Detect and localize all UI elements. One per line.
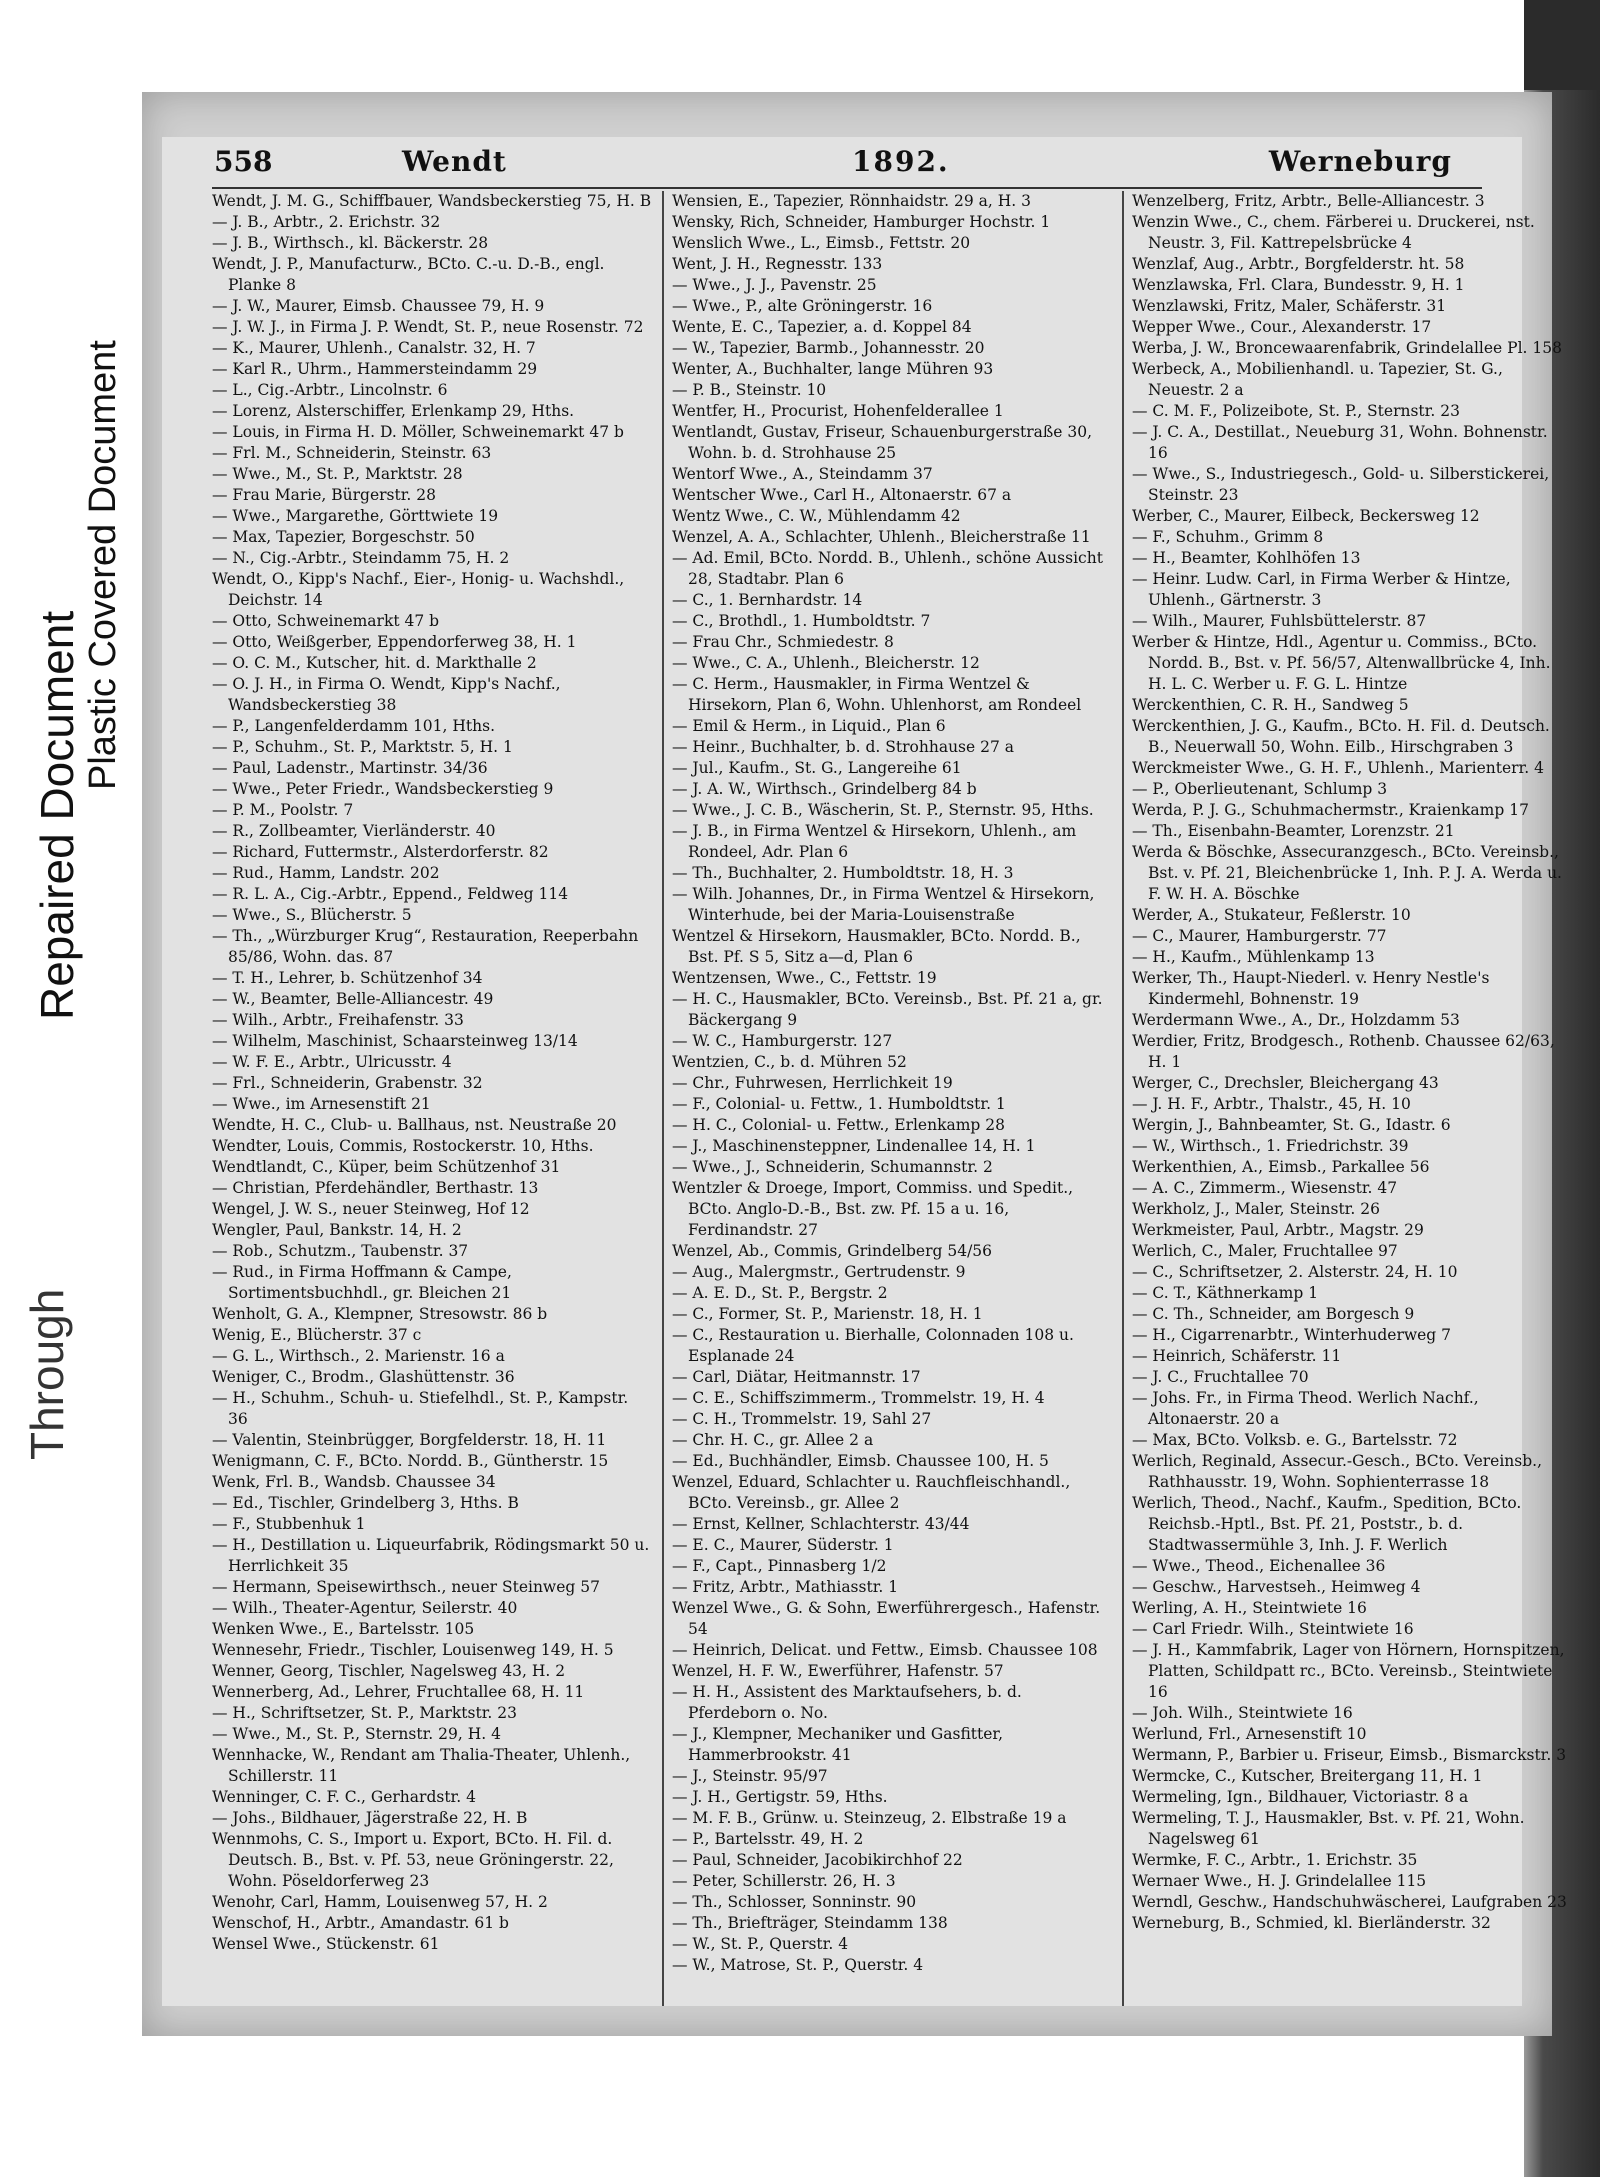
directory-entry: Werber, C., Maurer, Eilbeck, Beckersweg 12 — [1132, 507, 1480, 525]
directory-entry: — H., Destillation u. Liqueurfabrik, Rödingsmarkt 50 u. Herrlichkeit 35 — [212, 1536, 650, 1575]
directory-entry: — O. C. M., Kutscher, hit. d. Markthalle 2 — [212, 654, 537, 672]
directory-entry: Wendte, H. C., Club- u. Ballhaus, nst. Neustraße 20 — [212, 1116, 617, 1134]
directory-entry: Wermke, F. C., Arbtr., 1. Erichstr. 35 — [1132, 1851, 1418, 1869]
directory-entry: Wensel Wwe., Stückenstr. 61 — [212, 1935, 440, 1953]
document-page — [142, 92, 1567, 2036]
directory-entry: — Wwe., M., St. P., Sternstr. 29, H. 4 — [212, 1725, 501, 1743]
directory-entry: — H., Cigarrenarbtr., Winterhuderweg 7 — [1132, 1326, 1451, 1344]
directory-entry: — E. C., Maurer, Süderstr. 1 — [672, 1536, 894, 1554]
directory-entry: — Carl Friedr. Wilh., Steintwiete 16 — [1132, 1620, 1414, 1638]
directory-entry: — C., Schriftsetzer, 2. Alsterstr. 24, H. 10 — [1132, 1263, 1458, 1281]
directory-entry: — P. B., Steinstr. 10 — [672, 381, 827, 399]
directory-entry: — G. L., Wirthsch., 2. Marienstr. 16 a — [212, 1347, 505, 1365]
directory-entry: Werlich, Theod., Nachf., Kaufm., Spedition, BCto. Reichsb.-Hptl., Bst. Pf. 21, Poststr., b. d. Stadtwassermühle 3, Inh. J. F. Werlich — [1132, 1494, 1522, 1554]
directory-entry: — M. F. B., Grünw. u. Steinzeug, 2. Elbstraße 19 a — [672, 1809, 1067, 1827]
directory-entry: — Emil & Herm., in Liquid., Plan 6 — [672, 717, 946, 735]
directory-entry: — Joh. Wilh., Steintwiete 16 — [1132, 1704, 1353, 1722]
directory-entry: Wendt, O., Kipp's Nachf., Eier-, Honig- u. Wachshdl., Deichstr. 14 — [212, 570, 625, 609]
directory-entry: — Heinr. Ludw. Carl, in Firma Werber & Hintze, Uhlenh., Gärtnerstr. 3 — [1132, 570, 1511, 609]
directory-entry: Werckmeister Wwe., G. H. F., Uhlenh., Marienterr. 4 — [1132, 759, 1544, 777]
directory-entry: — Heinrich, Delicat. und Fettw., Eimsb. Chaussee 108 — [672, 1641, 1098, 1659]
directory-entry: — K., Maurer, Uhlenh., Canalstr. 32, H. 7 — [212, 339, 536, 357]
directory-entry: — Max, BCto. Volksb. e. G., Bartelsstr. 72 — [1132, 1431, 1458, 1449]
directory-entry: Werger, C., Drechsler, Bleichergang 43 — [1132, 1074, 1439, 1092]
directory-entry: Werker, Th., Haupt-Niederl. v. Henry Nestle's Kindermehl, Bohnenstr. 19 — [1132, 969, 1490, 1008]
directory-entry: — J. H. F., Arbtr., Thalstr., 45, H. 10 — [1132, 1095, 1411, 1113]
directory-entry: — H., Beamter, Kohlhöfen 13 — [1132, 549, 1361, 567]
directory-entry: — J. H., Gertigstr. 59, Hths. — [672, 1788, 888, 1806]
directory-entry: — P. M., Poolstr. 7 — [212, 801, 354, 819]
directory-entry: — C. Herm., Hausmakler, in Firma Wentzel & Hirsekorn, Plan 6, Wohn. Uhlenhorst, am Rondeel — [672, 675, 1082, 714]
directory-entry: — Wwe., S., Industriegesch., Gold- u. Silberstickerei, Steinstr. 23 — [1132, 465, 1550, 504]
directory-entry: — P., Schuhm., St. P., Marktstr. 5, H. 1 — [212, 738, 513, 756]
directory-entry: Wenzelberg, Fritz, Arbtr., Belle-Alliancestr. 3 — [1132, 192, 1485, 210]
directory-entry: Wermeling, T. J., Hausmakler, Bst. v. Pf. 21, Wohn. Nagelsweg 61 — [1132, 1809, 1525, 1848]
directory-entry: — W., Wirthsch., 1. Friedrichstr. 39 — [1132, 1137, 1409, 1155]
directory-entry: Werckenthien, C. R. H., Sandweg 5 — [1132, 696, 1409, 714]
directory-entry: Wenninger, C. F. C., Gerhardstr. 4 — [212, 1788, 476, 1806]
directory-entry: — Wwe., J. C. B., Wäscherin, St. P., Sternstr. 95, Hths. — [672, 801, 1094, 819]
directory-entry: Wentzien, C., b. d. Mühren 52 — [672, 1053, 907, 1071]
directory-entry: — T. H., Lehrer, b. Schützenhof 34 — [212, 969, 483, 987]
page-content — [162, 137, 1567, 2006]
directory-entry: Wentz Wwe., C. W., Mühlendamm 42 — [672, 507, 961, 525]
directory-entry: Wergin, J., Bahnbeamter, St. G., Idastr. 6 — [1132, 1116, 1451, 1134]
directory-entry: — C., Brothdl., 1. Humboldtstr. 7 — [672, 612, 931, 630]
directory-entry: — C. T., Käthnerkamp 1 — [1132, 1284, 1319, 1302]
directory-entry: — Wwe., im Arnesenstift 21 — [212, 1095, 431, 1113]
directory-entry: — H., Schuhm., Schuh- u. Stiefelhdl., St. P., Kampstr. 36 — [212, 1389, 629, 1428]
directory-entry: Wendt, J. P., Manufacturw., BCto. C.-u. D.-B., engl. Planke 8 — [212, 255, 605, 294]
directory-entry: — Lorenz, Alsterschiffer, Erlenkamp 29, Hths. — [212, 402, 575, 420]
header-rule — [212, 187, 1482, 189]
directory-entry: — J. B., in Firma Wentzel & Hirsekorn, Uhlenh., am Rondeel, Adr. Plan 6 — [672, 822, 1077, 861]
directory-entry: — Heinr., Buchhalter, b. d. Strohhause 27 a — [672, 738, 1014, 756]
directory-entry: — Karl R., Uhrm., Hammersteindamm 29 — [212, 360, 538, 378]
directory-entry: — C. Th., Schneider, am Borgesch 9 — [1132, 1305, 1415, 1323]
directory-entry: — Max, Tapezier, Borgeschstr. 50 — [212, 528, 475, 546]
directory-entry: Werder, A., Stukateur, Feßlerstr. 10 — [1132, 906, 1411, 924]
header-left-word: Wendt — [402, 145, 507, 178]
directory-entry: — A. C., Zimmerm., Wiesenstr. 47 — [1132, 1179, 1398, 1197]
directory-entry: Wermann, P., Barbier u. Friseur, Eimsb., Bismarckstr. 3 — [1132, 1746, 1567, 1764]
directory-entry: Wernaer Wwe., H. J. Grindelallee 115 — [1132, 1872, 1427, 1890]
directory-entry: — Rud., in Firma Hoffmann & Campe, Sortimentsbuchhdl., gr. Bleichen 21 — [212, 1263, 512, 1302]
directory-entry: — Wilh., Theater-Agentur, Seilerstr. 40 — [212, 1599, 518, 1617]
directory-entry: — P., Oberlieutenant, Schlump 3 — [1132, 780, 1388, 798]
directory-entry: — Ad. Emil, BCto. Nordd. B., Uhlenh., schöne Aussicht 28, Stadtabr. Plan 6 — [672, 549, 1103, 588]
directory-entry: Wensien, E., Tapezier, Rönnhaidstr. 29 a, H. 3 — [672, 192, 1031, 210]
directory-entry: — C., Former, St. P., Marienstr. 18, H. 1 — [672, 1305, 983, 1323]
directory-entry: — Th., Eisenbahn-Beamter, Lorenzstr. 21 — [1132, 822, 1455, 840]
directory-entry: — Frl. M., Schneiderin, Steinstr. 63 — [212, 444, 492, 462]
directory-entry: Wentfer, H., Procurist, Hohenfelderallee 1 — [672, 402, 1004, 420]
directory-entry: Wennmohs, C. S., Import u. Export, BCto. H. Fil. d. Deutsch. B., Bst. v. Pf. 53, neue Gröningerstr. 22, Wohn. Pöseldorferweg 23 — [212, 1830, 614, 1890]
directory-entry: — Paul, Schneider, Jacobikirchhof 22 — [672, 1851, 963, 1869]
directory-entry: — Ed., Tischler, Grindelberg 3, Hths. B — [212, 1494, 519, 1512]
directory-entry: Werlich, C., Maler, Fruchtallee 97 — [1132, 1242, 1398, 1260]
directory-entry: — F., Stubbenhuk 1 — [212, 1515, 366, 1533]
directory-entry: — F., Colonial- u. Fettw., 1. Humboldtstr. 1 — [672, 1095, 1006, 1113]
directory-entry: — Richard, Futtermstr., Alsterdorferstr. 82 — [212, 843, 549, 861]
directory-entry: Werndl, Geschw., Handschuhwäscherei, Laufgraben 23 — [1132, 1893, 1567, 1911]
directory-entry: Wenigmann, C. F., BCto. Nordd. B., Güntherstr. 15 — [212, 1452, 609, 1470]
directory-entry: Wenzel Wwe., G. & Sohn, Ewerführergesch., Hafenstr. 54 — [672, 1599, 1101, 1638]
directory-entry: — J. C. A., Destillat., Neueburg 31, Wohn. Bohnenstr. 16 — [1132, 423, 1548, 462]
directory-entry: — W. C., Hamburgerstr. 127 — [672, 1032, 893, 1050]
directory-entry: — J. W. J., in Firma J. P. Wendt, St. P., neue Rosenstr. 72 — [212, 318, 644, 336]
directory-entry: Wentorf Wwe., A., Steindamm 37 — [672, 465, 933, 483]
directory-entry: — Chr., Fuhrwesen, Herrlichkeit 19 — [672, 1074, 953, 1092]
directory-entry: — Johs., Bildhauer, Jägerstraße 22, H. B — [212, 1809, 528, 1827]
directory-entry: Wenzel, H. F. W., Ewerführer, Hafenstr. 57 — [672, 1662, 1004, 1680]
directory-entry: Wenter, A., Buchhalter, lange Mühren 93 — [672, 360, 994, 378]
directory-entry: — P., Langenfelderdamm 101, Hths. — [212, 717, 495, 735]
directory-entry: — J., Klempner, Mechaniker und Gasfitter, Hammerbrookstr. 41 — [672, 1725, 1004, 1764]
directory-entry: — Christian, Pferdehändler, Berthastr. 13 — [212, 1179, 539, 1197]
directory-entry: Werdier, Fritz, Brodgesch., Rothenb. Chaussee 62/63, H. 1 — [1132, 1032, 1555, 1071]
directory-entry: Werkholz, J., Maler, Steinstr. 26 — [1132, 1200, 1380, 1218]
directory-entry: Wentzel & Hirsekorn, Hausmakler, BCto. Nordd. B., Bst. Pf. S 5, Sitz a—d, Plan 6 — [672, 927, 1081, 966]
directory-entry: — R. L. A., Cig.-Arbtr., Eppend., Feldweg 114 — [212, 885, 569, 903]
directory-entry: — H. H., Assistent des Marktaufsehers, b. d. Pferdeborn o. No. — [672, 1683, 1022, 1722]
directory-entry: — C. H., Trommelstr. 19, Sahl 27 — [672, 1410, 932, 1428]
directory-entry: Werba, J. W., Broncewaarenfabrik, Grindelallee Pl. 158 — [1132, 339, 1562, 357]
directory-entry: — W., St. P., Querstr. 4 — [672, 1935, 849, 1953]
directory-entry: — H., Kaufm., Mühlenkamp 13 — [1132, 948, 1375, 966]
directory-entry: — Wilhelm, Maschinist, Schaarsteinweg 13/14 — [212, 1032, 578, 1050]
column-2 — [672, 191, 1112, 2006]
directory-entry: Werlich, Reginald, Assecur.-Gesch., BCto. Vereinsb., Rathhausstr. 19, Wohn. Sophienterrasse 18 — [1132, 1452, 1543, 1491]
directory-entry: Werbeck, A., Mobilienhandl. u. Tapezier, St. G., Neuestr. 2 a — [1132, 360, 1503, 399]
directory-entry: Wennesehr, Friedr., Tischler, Louisenweg 149, H. 5 — [212, 1641, 614, 1659]
directory-entry: — F., Capt., Pinnasberg 1/2 — [672, 1557, 887, 1575]
directory-entry: — Otto, Weißgerber, Eppendorferweg 38, H. 1 — [212, 633, 577, 651]
directory-entry: — J. A. W., Wirthsch., Grindelberg 84 b — [672, 780, 977, 798]
directory-entry: Werdermann Wwe., A., Dr., Holzdamm 53 — [1132, 1011, 1460, 1029]
directory-entry: — W., Matrose, St. P., Querstr. 4 — [672, 1956, 924, 1974]
directory-entry: Wenner, Georg, Tischler, Nagelsweg 43, H. 2 — [212, 1662, 566, 1680]
directory-entry: Wengler, Paul, Bankstr. 14, H. 2 — [212, 1221, 462, 1239]
directory-entry: — H. C., Hausmakler, BCto. Vereinsb., Bst. Pf. 21 a, gr. Bäckergang 9 — [672, 990, 1103, 1029]
directory-entry: Wepper Wwe., Cour., Alexanderstr. 17 — [1132, 318, 1432, 336]
header-right-word: Werneburg — [1268, 145, 1452, 178]
directory-entry: Weniger, C., Brodm., Glashüttenstr. 36 — [212, 1368, 515, 1386]
directory-entry: — Ernst, Kellner, Schlachterstr. 43/44 — [672, 1515, 970, 1533]
directory-entry: Wermcke, C., Kutscher, Breitergang 11, H. 1 — [1132, 1767, 1483, 1785]
scan-side-strip — [0, 0, 128, 2177]
directory-entry: — Wwe., P., alte Gröningerstr. 16 — [672, 297, 933, 315]
directory-entry: — Wwe., S., Blücherstr. 5 — [212, 906, 412, 924]
directory-entry: — Geschw., Harvestseh., Heimweg 4 — [1132, 1578, 1421, 1596]
column-divider — [1122, 191, 1124, 2006]
directory-entry: — C. M. F., Polizeibote, St. P., Sternstr. 23 — [1132, 402, 1460, 420]
directory-entry: Wendter, Louis, Commis, Rostockerstr. 10, Hths. — [212, 1137, 594, 1155]
through-label: Through — [21, 1288, 73, 1460]
directory-entry: Wentzensen, Wwe., C., Fettstr. 19 — [672, 969, 937, 987]
directory-entry: — Wwe., C. A., Uhlenh., Bleicherstr. 12 — [672, 654, 980, 672]
directory-entry: — Fritz, Arbtr., Mathiasstr. 1 — [672, 1578, 899, 1596]
directory-entry: — Aug., Malergmstr., Gertrudenstr. 9 — [672, 1263, 966, 1281]
directory-entry: Wenschof, H., Arbtr., Amandastr. 61 b — [212, 1914, 509, 1932]
directory-entry: — J. H., Kammfabrik, Lager von Hörnern, Hornspitzen, Platten, Schildpatt rc., BCto. Vereinsb., Steintwiete 16 — [1132, 1641, 1565, 1701]
directory-entry: Wendt, J. M. G., Schiffbauer, Wandsbeckerstieg 75, H. B — [212, 192, 652, 210]
directory-entry: Werlund, Frl., Arnesenstift 10 — [1132, 1725, 1367, 1743]
directory-entry: — Wwe., Theod., Eichenallee 36 — [1132, 1557, 1386, 1575]
column-divider — [662, 191, 664, 2006]
directory-entry: — J., Maschinensteppner, Lindenallee 14, H. 1 — [672, 1137, 1036, 1155]
directory-entry: — C., Restauration u. Bierhalle, Colonnaden 108 u. Esplanade 24 — [672, 1326, 1074, 1365]
directory-entry: — C. E., Schiffszimmerm., Trommelstr. 19, H. 4 — [672, 1389, 1045, 1407]
directory-entry: — H., Schriftsetzer, St. P., Marktstr. 23 — [212, 1704, 517, 1722]
directory-entry: Wenzlaf, Aug., Arbtr., Borgfelderstr. ht. 58 — [1132, 255, 1465, 273]
directory-entry: Wenzlawski, Fritz, Maler, Schäferstr. 31 — [1132, 297, 1447, 315]
directory-entry: Wentscher Wwe., Carl H., Altonaerstr. 67 a — [672, 486, 1012, 504]
directory-entry: — Rud., Hamm, Landstr. 202 — [212, 864, 440, 882]
directory-entry: Wennerberg, Ad., Lehrer, Fruchtallee 68, H. 11 — [212, 1683, 585, 1701]
directory-entry: — Frau Marie, Bürgerstr. 28 — [212, 486, 437, 504]
directory-entry: — R., Zollbeamter, Vierländerstr. 40 — [212, 822, 496, 840]
plastic-covered-document-label: Plastic Covered Document — [82, 340, 124, 790]
directory-entry: Werda & Böschke, Assecuranzgesch., BCto. Vereinsb., Bst. v. Pf. 21, Bleichenbrücke 1, Inh. P. J. A. Werda u. F. W. H. A. Böschke — [1132, 843, 1562, 903]
directory-entry: — Rob., Schutzm., Taubenstr. 37 — [212, 1242, 469, 1260]
directory-entry: — W., Tapezier, Barmb., Johannesstr. 20 — [672, 339, 985, 357]
directory-entry: Werda, P. J. G., Schuhmachermstr., Kraienkamp 17 — [1132, 801, 1529, 819]
directory-entry: — Frau Chr., Schmiedestr. 8 — [672, 633, 894, 651]
directory-entry: Werkmeister, Paul, Arbtr., Magstr. 29 — [1132, 1221, 1424, 1239]
directory-entry: — Wwe., Peter Friedr., Wandsbeckerstieg 9 — [212, 780, 554, 798]
column-3 — [1132, 191, 1572, 2006]
directory-entry: — J. B., Wirthsch., kl. Bäckerstr. 28 — [212, 234, 489, 252]
directory-entry: — Wwe., J., Schneiderin, Schumannstr. 2 — [672, 1158, 993, 1176]
directory-entry: Went, J. H., Regnesstr. 133 — [672, 255, 883, 273]
directory-entry: Wenzel, Ab., Commis, Grindelberg 54/56 — [672, 1242, 993, 1260]
directory-entry: — W., Beamter, Belle-Alliancestr. 49 — [212, 990, 494, 1008]
directory-entry: — Wwe., J. J., Pavenstr. 25 — [672, 276, 877, 294]
directory-entry: — Paul, Ladenstr., Martinstr. 34/36 — [212, 759, 488, 777]
directory-entry: Wentzler & Droege, Import, Commiss. und Spedit., BCto. Anglo-D.-B., Bst. zw. Pf. 15 a u. 16, Ferdinandstr. 27 — [672, 1179, 1074, 1239]
repaired-document-label: Repaired Document — [31, 610, 83, 1020]
directory-entry: Werneburg, B., Schmied, kl. Bierländerstr. 32 — [1132, 1914, 1491, 1932]
directory-entry: Wenzlawska, Frl. Clara, Bundesstr. 9, H. 1 — [1132, 276, 1465, 294]
page-header — [162, 145, 1522, 191]
directory-entry: Wenslich Wwe., L., Eimsb., Fettstr. 20 — [672, 234, 971, 252]
directory-entry: Wenzel, A. A., Schlachter, Uhlenh., Bleicherstraße 11 — [672, 528, 1091, 546]
directory-entry: Wenholt, G. A., Klempner, Stresowstr. 86 b — [212, 1305, 548, 1323]
directory-entry: — Hermann, Speisewirthsch., neuer Steinweg 57 — [212, 1578, 600, 1596]
header-year: 1892. — [852, 145, 950, 178]
directory-entry: — A. E. D., St. P., Bergstr. 2 — [672, 1284, 888, 1302]
directory-entry: — Th., Schlosser, Sonninstr. 90 — [672, 1893, 917, 1911]
page-number: 558 — [214, 145, 273, 178]
directory-entry: — Wwe., Margarethe, Görttwiete 19 — [212, 507, 499, 525]
directory-entry: Wenken Wwe., E., Bartelsstr. 105 — [212, 1620, 475, 1638]
directory-entry: Wennhacke, W., Rendant am Thalia-Theater, Uhlenh., Schillerstr. 11 — [212, 1746, 631, 1785]
directory-columns — [212, 191, 1567, 2006]
directory-entry: — Carl, Diätar, Heitmannstr. 17 — [672, 1368, 921, 1386]
directory-entry: Werkenthien, A., Eimsb., Parkallee 56 — [1132, 1158, 1430, 1176]
directory-entry: Werckenthien, J. G., Kaufm., BCto. H. Fil. d. Deutsch. B., Neuerwall 50, Wohn. Eilb., Hirschgraben 3 — [1132, 717, 1550, 756]
directory-entry: — C., 1. Bernhardstr. 14 — [672, 591, 863, 609]
directory-entry: Werber & Hintze, Hdl., Agentur u. Commiss., BCto. Nordd. B., Bst. v. Pf. 56/57, Altenwallbrücke 4, Inh. H. L. C. Werber u. F. G. L. Hintze — [1132, 633, 1551, 693]
directory-entry: — Ed., Buchhändler, Eimsb. Chaussee 100, H. 5 — [672, 1452, 1049, 1470]
directory-entry: — C., Maurer, Hamburgerstr. 77 — [1132, 927, 1387, 945]
directory-entry: — Heinrich, Schäferstr. 11 — [1132, 1347, 1342, 1365]
directory-entry: — Chr. H. C., gr. Allee 2 a — [672, 1431, 874, 1449]
directory-entry: — Jul., Kaufm., St. G., Langereihe 61 — [672, 759, 962, 777]
directory-entry: — Th., „Würzburger Krug“, Restauration, Reeperbahn 85/86, Wohn. das. 87 — [212, 927, 639, 966]
directory-entry: — J. C., Fruchtallee 70 — [1132, 1368, 1309, 1386]
directory-entry: — O. J. H., in Firma O. Wendt, Kipp's Nachf., Wandsbeckerstieg 38 — [212, 675, 561, 714]
directory-entry: — W. F. E., Arbtr., Ulricusstr. 4 — [212, 1053, 452, 1071]
directory-entry: — H. C., Colonial- u. Fettw., Erlenkamp 28 — [672, 1116, 1005, 1134]
directory-entry: Wenig, E., Blücherstr. 37 c — [212, 1326, 422, 1344]
directory-entry: — J. B., Arbtr., 2. Erichstr. 32 — [212, 213, 441, 231]
directory-entry: Wensky, Rich, Schneider, Hamburger Hochstr. 1 — [672, 213, 1051, 231]
directory-entry: — L., Cig.-Arbtr., Lincolnstr. 6 — [212, 381, 448, 399]
directory-entry: — Peter, Schillerstr. 26, H. 3 — [672, 1872, 896, 1890]
directory-entry: — Wilh. Johannes, Dr., in Firma Wentzel & Hirsekorn, Winterhude, bei der Maria-Louisenstraße — [672, 885, 1095, 924]
directory-entry: Wenzin Wwe., C., chem. Färberei u. Druckerei, nst. Neustr. 3, Fil. Kattrepelsbrücke 4 — [1132, 213, 1535, 252]
directory-entry: — J. W., Maurer, Eimsb. Chaussee 79, H. 9 — [212, 297, 545, 315]
directory-entry: — P., Bartelsstr. 49, H. 2 — [672, 1830, 864, 1848]
column-1 — [212, 191, 652, 2006]
directory-entry: — Wilh., Arbtr., Freihafenstr. 33 — [212, 1011, 464, 1029]
scan-right-edge-top — [1524, 0, 1600, 90]
directory-entry: — Wilh., Maurer, Fuhlsbüttelerstr. 87 — [1132, 612, 1427, 630]
directory-entry: — Johs. Fr., in Firma Theod. Werlich Nachf., Altonaerstr. 20 a — [1132, 1389, 1479, 1428]
directory-entry: — Frl., Schneiderin, Grabenstr. 32 — [212, 1074, 483, 1092]
directory-entry: Werling, A. H., Steintwiete 16 — [1132, 1599, 1367, 1617]
directory-entry: Wenk, Frl. B., Wandsb. Chaussee 34 — [212, 1473, 496, 1491]
directory-entry: Wendtlandt, C., Küper, beim Schützenhof 31 — [212, 1158, 561, 1176]
directory-entry: — Louis, in Firma H. D. Möller, Schweinemarkt 47 b — [212, 423, 624, 441]
directory-entry: Wentlandt, Gustav, Friseur, Schauenburgerstraße 30, Wohn. b. d. Strohhause 25 — [672, 423, 1093, 462]
directory-entry: Wenohr, Carl, Hamm, Louisenweg 57, H. 2 — [212, 1893, 548, 1911]
directory-entry: — Otto, Schweinemarkt 47 b — [212, 612, 440, 630]
directory-entry: — Valentin, Steinbrügger, Borgfelderstr. 18, H. 11 — [212, 1431, 607, 1449]
directory-entry: Wermeling, Ign., Bildhauer, Victoriastr. 8 a — [1132, 1788, 1469, 1806]
directory-entry: — N., Cig.-Arbtr., Steindamm 75, H. 2 — [212, 549, 510, 567]
directory-entry: — Wwe., M., St. P., Marktstr. 28 — [212, 465, 463, 483]
directory-entry: Wengel, J. W. S., neuer Steinweg, Hof 12 — [212, 1200, 530, 1218]
directory-entry: — Th., Buchhalter, 2. Humboldtstr. 18, H. 3 — [672, 864, 1014, 882]
directory-entry: — F., Schuhm., Grimm 8 — [1132, 528, 1324, 546]
directory-entry: — J., Steinstr. 95/97 — [672, 1767, 828, 1785]
directory-entry: Wente, E. C., Tapezier, a. d. Koppel 84 — [672, 318, 972, 336]
directory-entry: Wenzel, Eduard, Schlachter u. Rauchfleischhandl., BCto. Vereinsb., gr. Allee 2 — [672, 1473, 1071, 1512]
directory-entry: — Th., Briefträger, Steindamm 138 — [672, 1914, 948, 1932]
